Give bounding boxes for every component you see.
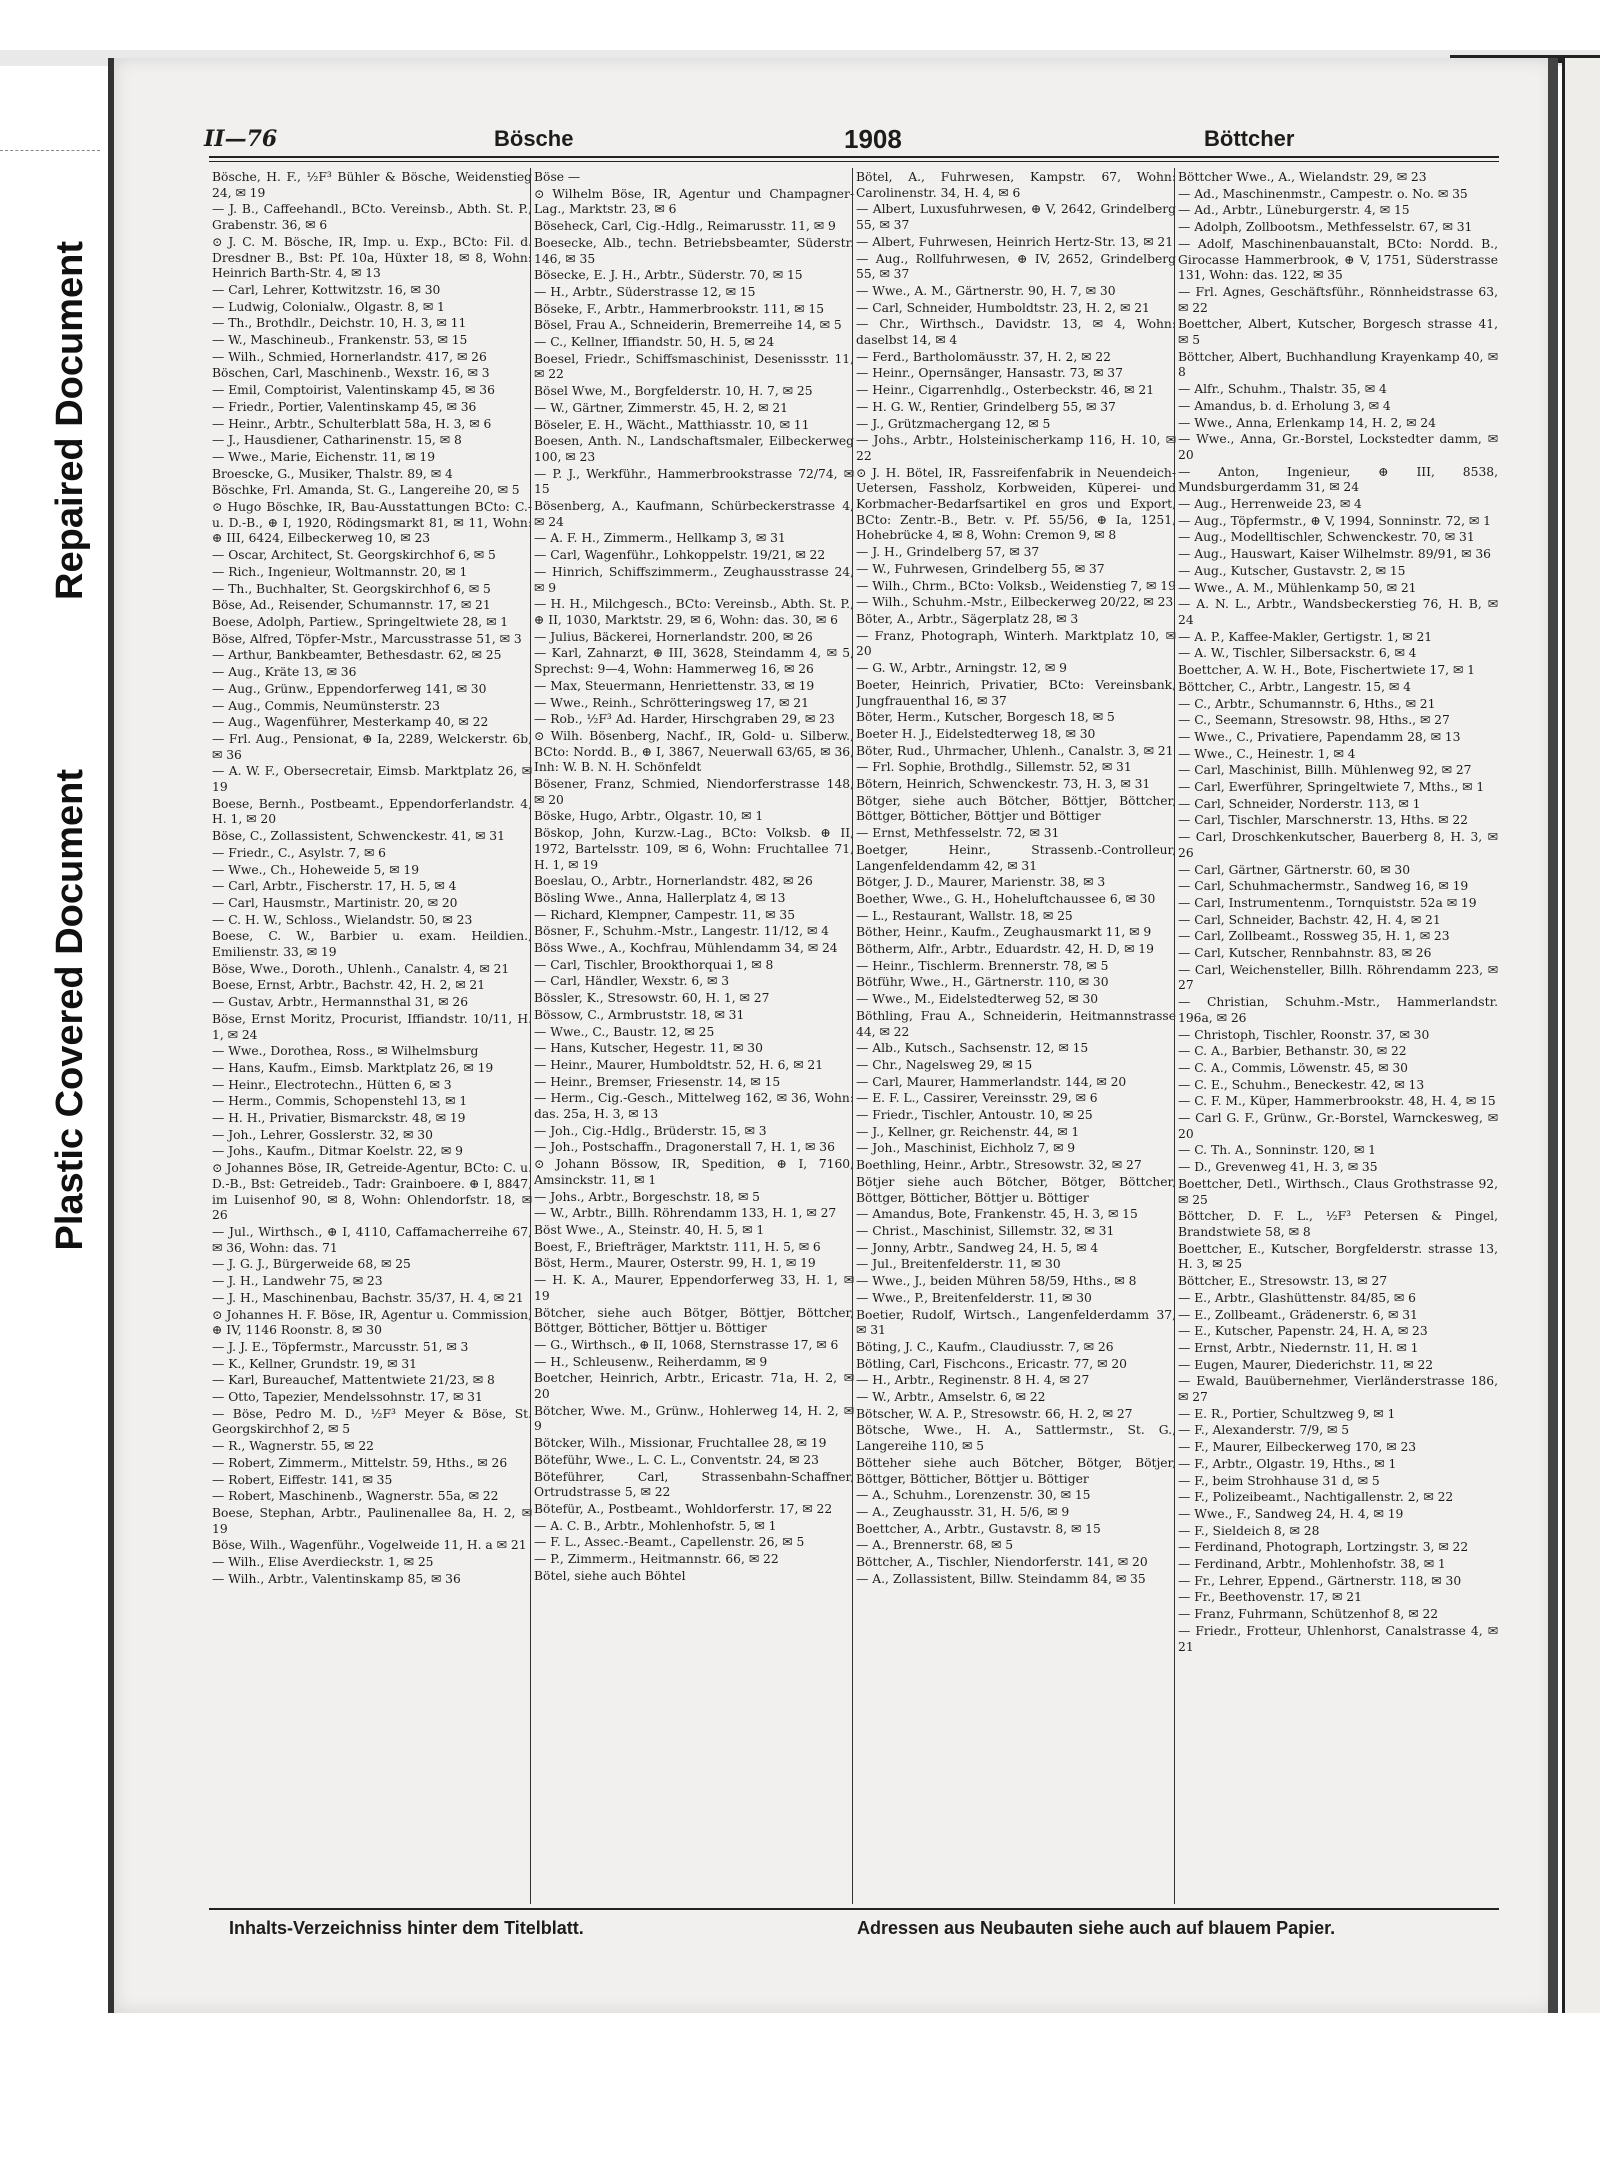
directory-entry: — Chr., Wirthsch., Davidstr. 13, ✉ 4, Wohn: daselbst 14, ✉ 4: [856, 317, 1176, 348]
directory-entry: — Wwe., A. M., Mühlenkamp 50, ✉ 21: [1178, 580, 1417, 595]
directory-entry: — J. H., Landwehr 75, ✉ 23: [212, 1274, 383, 1289]
directory-entry: Böse, Wwe., Doroth., Uhlenh., Canalstr. 4, ✉ 21: [212, 961, 510, 976]
directory-entry: ⊙ J. H. Bötel, IR, Fassreifenfabrik in Neuendeich-Uetersen, Fassholz, Korbweiden, Küperei- und Korbmacher-Bedarfsartikel en gros und Export, BCto: Zentr.-B., Betr. v. Pf. 55/56, ⊕ Ia, 1251, Hohebrücke 4, ✉ 8, Wohn: Cremon 9, ✉ 8: [856, 465, 1176, 543]
directory-entry: Broescke, G., Musiker, Thalstr. 89, ✉ 4: [212, 466, 453, 481]
directory-entry: Bötcher, siehe auch Bötger, Böttjer, Böttcher, Böttger, Bötticher, Böttjer u. Böttiger: [534, 1305, 854, 1336]
directory-entry: — Wilh., Chrm., BCto: Volksb., Weidenstieg 7, ✉ 19: [856, 578, 1176, 593]
directory-entry: — A., Zollassistent, Billw. Steindamm 84, ✉ 35: [856, 1571, 1146, 1586]
directory-entry: — Carl, Hausmstr., Martinistr. 20, ✉ 20: [212, 895, 458, 910]
directory-entry: Bössow, C., Armbruststr. 18, ✉ 31: [534, 1007, 745, 1022]
directory-entry: — Ludwig, Colonialw., Olgastr. 8, ✉ 1: [212, 299, 445, 314]
directory-entry: — C. H. W., Schloss., Wielandstr. 50, ✉ 23: [212, 912, 473, 927]
directory-entry: Böse, Ernst Moritz, Procurist, Iffiandstr. 10/11, H. 1, ✉ 24: [212, 1011, 532, 1042]
directory-entry: — Heinr., Arbtr., Schulterblatt 58a, H. 3, ✉ 6: [212, 416, 492, 431]
directory-entry: — G. W., Arbtr., Arningstr. 12, ✉ 9: [856, 661, 1067, 676]
directory-entry: Boettcher, A., Arbtr., Gustavstr. 8, ✉ 15: [856, 1521, 1101, 1536]
directory-entry: Bösner, F., Schuhm.-Mstr., Langestr. 11/12, ✉ 4: [534, 924, 829, 939]
directory-entry: Bötteher siehe auch Bötcher, Bötger, Bötjer, Böttger, Bötticher, Böttjer u. Böttiger: [856, 1455, 1176, 1486]
directory-entry: — Carl, Händler, Wexstr. 6, ✉ 3: [534, 974, 730, 989]
column-4: [1178, 170, 1498, 1902]
directory-entry: — H., Arbtr., Süderstrasse 12, ✉ 15: [534, 284, 756, 299]
directory-entry: — Carl, Tischler, Brookthorquai 1, ✉ 8: [534, 957, 774, 972]
directory-entry: — Wwe., M., Eidelstedterweg 52, ✉ 30: [856, 992, 1099, 1007]
directory-entry: Bösel, Frau A., Schneiderin, Bremerreihe 14, ✉ 5: [534, 318, 842, 333]
directory-entry: — Anton, Ingenieur, ⊕ III, 8538, Mundsburgerdamm 31, ✉ 24: [1178, 464, 1498, 495]
directory-entry: — Johs., Arbtr., Holsteinischerkamp 116, H. 10, ✉ 22: [856, 433, 1176, 463]
page-footer: [209, 1908, 1499, 1938]
directory-entry: Bösener, Franz, Schmied, Niendorferstrasse 148, ✉ 20: [534, 777, 854, 807]
directory-entry: — P. J., Werkführ., Hammerbrookstrasse 72/74, ✉ 15: [534, 466, 854, 497]
directory-entry: — C. A., Commis, Löwenstr. 45, ✉ 30: [1178, 1060, 1409, 1075]
directory-entry: — Carl, Kutscher, Rennbahnstr. 83, ✉ 26: [1178, 946, 1432, 961]
directory-entry: Boeter H. J., Eidelstedterweg 18, ✉ 30: [856, 726, 1096, 741]
directory-entry: Boeter, Heinrich, Privatier, BCto: Vereinsbank, Jungfrauenthal 16, ✉ 37: [856, 677, 1176, 708]
directory-entry: — Carl, Instrumentenm., Tornquiststr. 52a ✉ 19: [1178, 895, 1477, 910]
directory-entry: Bössler, K., Stresowstr. 60, H. 1, ✉ 27: [534, 991, 770, 1006]
column-3: [856, 170, 1176, 1902]
directory-entry: — Christian, Schuhm.-Mstr., Hammerlandstr. 196a, ✉ 26: [1178, 995, 1498, 1025]
directory-entry: — Carl, Gärtner, Gärtnerstr. 60, ✉ 30: [1178, 862, 1411, 877]
directory-entry: — Richard, Klempner, Campestr. 11, ✉ 35: [534, 907, 796, 922]
directory-entry: — Alfr., Schuhm., Thalstr. 35, ✉ 4: [1178, 382, 1387, 397]
plastic-covered-label: Plastic Covered Document: [48, 769, 91, 1251]
directory-entry: — Friedr., C., Asylstr. 7, ✉ 6: [212, 845, 386, 860]
directory-entry: — Heinr., Maurer, Humboldtstr. 52, H. 6, ✉ 21: [534, 1057, 824, 1072]
directory-entry: — Johs., Arbtr., Borgeschstr. 18, ✉ 5: [534, 1189, 761, 1204]
directory-entry: — Carl, Tischler, Marschnerstr. 13, Hths. ✉ 22: [1178, 813, 1469, 828]
directory-entry: — Fr., Lehrer, Eppend., Gärtnerstr. 118, ✉ 30: [1178, 1573, 1462, 1588]
directory-entry: — Wwe., P., Breitenfelderstr. 11, ✉ 30: [856, 1290, 1092, 1305]
directory-entry: — Aug., Wagenführer, Mesterkamp 40, ✉ 22: [212, 715, 489, 730]
directory-entry: Böter, A., Arbtr., Sägerplatz 28, ✉ 3: [856, 611, 1079, 626]
page-gutter: [1548, 58, 1558, 2013]
column-2: [534, 170, 854, 1902]
directory-entry: — Carl, Wagenführ., Lohkoppelstr. 19/21, ✉ 22: [534, 548, 826, 563]
directory-entry: — Carl, Schneider, Humboldtstr. 23, H. 2, ✉ 21: [856, 300, 1150, 315]
directory-entry: — Amandus, Bote, Frankenstr. 45, H. 3, ✉ 15: [856, 1207, 1138, 1222]
next-page-edge: [1562, 58, 1600, 2013]
directory-entry: — Gustav, Arbtr., Hermannsthal 31, ✉ 26: [212, 995, 469, 1010]
directory-entry: — K., Kellner, Grundstr. 19, ✉ 31: [212, 1356, 417, 1371]
directory-entry: Boese, C. W., Barbier u. exam. Heildien., Emilienstr. 33, ✉ 19: [212, 929, 532, 960]
directory-entry: — Jul., Breitenfelderstr. 11, ✉ 30: [856, 1257, 1061, 1272]
directory-entry: Böskop, John, Kurzw.-Lag., BCto: Volksb. ⊕ II, 1972, Bartelsstr. 109, ✉ 6, Wohn: Fruchtallee 71, H. 1, ✉ 19: [534, 826, 854, 872]
directory-entry: — Johs., Kaufm., Ditmar Koelstr. 22, ✉ 9: [212, 1144, 463, 1159]
directory-entry: Böse, Ad., Reisender, Schumannstr. 17, ✉ 21: [212, 598, 491, 613]
directory-entry: Böting, J. C., Kaufm., Claudiusstr. 7, ✉ 26: [856, 1339, 1114, 1354]
directory-entry: — Aug., Kutscher, Gustavstr. 2, ✉ 15: [1178, 563, 1406, 578]
directory-entry: — J., Hausdiener, Catharinenstr. 15, ✉ 8: [212, 433, 462, 448]
directory-entry: Bötcher, Wwe. M., Grünw., Hohlerweg 14, H. 2, ✉ 9: [534, 1403, 854, 1434]
directory-entry: — F., beim Strohhause 31 d, ✉ 5: [1178, 1473, 1380, 1488]
directory-entry: — W., Fuhrwesen, Grindelberg 55, ✉ 37: [856, 561, 1105, 576]
directory-entry: — Carl, Schuhmachermstr., Sandweg 16, ✉ 19: [1178, 879, 1469, 894]
directory-entry: Bötel, siehe auch Böhtel: [534, 1568, 686, 1583]
directory-entry: Böttcher, C., Arbtr., Langestr. 15, ✉ 4: [1178, 679, 1411, 694]
directory-entry: — Wwe., C., Baustr. 12, ✉ 25: [534, 1024, 715, 1039]
directory-entry: — Heinr., Opernsänger, Hansastr. 73, ✉ 37: [856, 366, 1123, 381]
directory-entry: Böter, Herm., Kutscher, Borgesch 18, ✉ 5: [856, 710, 1115, 725]
directory-entry: — Christ., Maschinist, Sillemstr. 32, ✉ 31: [856, 1224, 1115, 1238]
directory-entry: — Wwe., A. M., Gärtnerstr. 90, H. 7, ✉ 30: [856, 283, 1116, 298]
directory-entry: — Karl, Zahnarzt, ⊕ III, 3628, Steindamm 4, ✉ 5, Sprechst: 9—4, Wohn: Hammerweg 16, ✉ 26: [534, 646, 854, 677]
directory-entry: Boettcher, E., Kutscher, Borgfelderstr. strasse 13, H. 3, ✉ 25: [1178, 1241, 1498, 1272]
directory-entry: — F., Alexanderstr. 7/9, ✉ 5: [1178, 1423, 1350, 1438]
directory-entry: — Arthur, Bankbeamter, Bethesdastr. 62, ✉ 25: [212, 648, 502, 663]
header-rule-thin: [209, 161, 1499, 162]
directory-entry: Böttcher, D. F. L., ½F³ Petersen & Pingel, Brandstwiete 58, ✉ 8: [1178, 1209, 1498, 1239]
directory-entry: — Wwe., F., Sandweg 24, H. 4, ✉ 19: [1178, 1506, 1404, 1521]
directory-entry: — Carl, Maurer, Hammerlandstr. 144, ✉ 20: [856, 1074, 1127, 1089]
directory-entry: Boeslau, O., Arbtr., Hornerlandstr. 482, ✉ 26: [534, 874, 813, 889]
directory-entry: Bötcker, Wilh., Missionar, Fruchtallee 28, ✉ 19: [534, 1436, 827, 1451]
directory-entry: — Carl, Lehrer, Kottwitzstr. 16, ✉ 30: [212, 282, 441, 297]
directory-entry: Böseheck, Carl, Cig.-Hdlg., Reimarusstr. 11, ✉ 9: [534, 219, 836, 234]
directory-entry: — W., Maschineub., Frankenstr. 53, ✉ 15: [212, 333, 468, 348]
directory-entry: — A. W., Tischler, Silbersackstr. 6, ✉ 4: [1178, 646, 1417, 661]
column-divider: [530, 168, 531, 1904]
directory-entry: — Carl, Arbtr., Fischerstr. 17, H. 5, ✉ 4: [212, 879, 457, 894]
directory-entry: — Robert, Zimmerm., Mittelstr. 59, Hths., ✉ 26: [212, 1455, 508, 1470]
directory-entry: — Herm., Commis, Schopenstehl 13, ✉ 1: [212, 1094, 468, 1109]
directory-entry: Boettcher, Albert, Kutscher, Borgesch strasse 41, ✉ 5: [1178, 317, 1498, 348]
directory-entry: Boesel, Friedr., Schiffsmaschinist, Desenissstr. 11, ✉ 22: [534, 351, 854, 382]
header-last-entry: Böttcher: [1204, 126, 1295, 151]
directory-entry: — Wilh., Schuhm.-Mstr., Eilbeckerweg 20/22, ✉ 23: [856, 595, 1174, 610]
directory-entry: Böteführ, Wwe., L. C. L., Conventstr. 24, ✉ 23: [534, 1452, 819, 1467]
directory-entry: Bösenberg, A., Kaufmann, Schürbeckerstrasse 4, ✉ 24: [534, 499, 854, 529]
directory-entry: — Ferdinand, Arbtr., Mohlenhofstr. 38, ✉ 1: [1178, 1557, 1446, 1572]
directory-entry: — Aug., Grünw., Eppendorferweg 141, ✉ 30: [212, 681, 487, 696]
directory-entry: — W., Arbtr., Amselstr. 6, ✉ 22: [856, 1390, 1046, 1405]
directory-entry: — L., Restaurant, Wallstr. 18, ✉ 25: [856, 908, 1073, 923]
directory-entry: Boese, Stephan, Arbtr., Paulinenallee 8a, H. 2, ✉ 19: [212, 1505, 532, 1536]
directory-entry: — Oscar, Architect, St. Georgskirchhof 6, ✉ 5: [212, 548, 496, 563]
directory-entry: — Wwe., Anna, Erlenkamp 14, H. 2, ✉ 24: [1178, 415, 1436, 430]
directory-entry: Bötjer siehe auch Bötcher, Bötger, Böttcher, Böttger, Bötticher, Böttjer u. Böttiger: [856, 1174, 1176, 1205]
directory-entry: — E. F. L., Cassirer, Vereinsstr. 29, ✉ 6: [856, 1091, 1098, 1106]
directory-entry: Bösche, H. F., ½F³ Bühler & Bösche, Weidenstieg 24, ✉ 19: [212, 170, 532, 200]
directory-entry: Boether, Wwe., G. H., Hoheluftchaussee 6, ✉ 30: [856, 891, 1156, 906]
directory-entry: — Carl, Schneider, Bachstr. 42, H. 4, ✉ 21: [1178, 912, 1441, 927]
directory-entry: — A. F. H., Zimmerm., Hellkamp 3, ✉ 31: [534, 531, 786, 546]
directory-entry: Bötern, Heinrich, Schwenckestr. 73, H. 3, ✉ 31: [856, 777, 1151, 792]
directory-entry: — Ad., Arbtr., Lüneburgerstr. 4, ✉ 15: [1178, 203, 1410, 218]
directory-entry: ⊙ Johannes Böse, IR, Getreide-Agentur, BCto: C. u. D.-B., Bst: Getreideb., Tadr: Grainboere. ⊕ I, 8847, im Luisenhof 90, ✉ 8, Wohn: Ohlendorfstr. 18, ✉ 26: [212, 1161, 532, 1223]
directory-entry: — F., Arbtr., Olgastr. 19, Hths., ✉ 1: [1178, 1456, 1397, 1471]
directory-page: [108, 58, 1554, 2013]
directory-entry: — Wwe., C., Heinestr. 1, ✉ 4: [1178, 746, 1356, 761]
directory-entry: — Joh., Cig.-Hdlg., Brüderstr. 15, ✉ 3: [534, 1123, 767, 1138]
directory-entry: — Emil, Comptoirist, Valentinskamp 45, ✉ 36: [212, 383, 495, 398]
directory-entry: Böst Wwe., A., Steinstr. 40, H. 5, ✉ 1: [534, 1223, 765, 1237]
directory-entry: — C. F. M., Küper, Hammerbrookstr. 48, H. 4, ✉ 15: [1178, 1094, 1496, 1109]
directory-entry: — Heinr., Tischlerm. Brennerstr. 78, ✉ 5: [856, 958, 1109, 973]
directory-entry: Böter, Rud., Uhrmacher, Uhlenh., Canalstr. 3, ✉ 21: [856, 743, 1174, 758]
directory-entry: Boettcher, Detl., Wirthsch., Claus Grothstrasse 92, ✉ 25: [1178, 1176, 1498, 1207]
directory-entry: ⊙ J. C. M. Bösche, IR, Imp. u. Exp., BCto: Fil. d. Dresdner B., Bst: Pf. 10a, Hüxter 18, ✉ 8, Wohn: Heinrich Barth-Str. 4, ✉ 13: [212, 234, 532, 281]
directory-entry: — D., Grevenweg 41, H. 3, ✉ 35: [1178, 1160, 1378, 1175]
directory-entry: — Ferd., Bartholomäusstr. 37, H. 2, ✉ 22: [856, 349, 1111, 364]
directory-entry: Böther, Heinr., Kaufm., Zeughausmarkt 11, ✉ 9: [856, 925, 1152, 940]
directory-entry: — Carl, Zollbeamt., Rossweg 35, H. 1, ✉ 23: [1178, 929, 1450, 944]
directory-entry: Bötführ, Wwe., H., Gärtnerstr. 110, ✉ 30: [856, 975, 1109, 990]
directory-entry: — Aug., Herrenweide 23, ✉ 4: [1178, 497, 1362, 512]
directory-entry: Böteführer, Carl, Strassenbahn-Schaffner, Ortrudstrasse 5, ✉ 22: [534, 1469, 854, 1500]
column-divider: [852, 168, 853, 1904]
directory-entry: — A. P., Kaffee-Makler, Gertigstr. 1, ✉ 21: [1178, 629, 1433, 644]
directory-entry: Bötsche, Wwe., H. A., Sattlermstr., St. G., Langereihe 110, ✉ 5: [856, 1423, 1176, 1454]
directory-entry: — A., Zeughausstr. 31, H. 5/6, ✉ 9: [856, 1504, 1070, 1519]
directory-entry: — Frl. Sophie, Brothdlg., Sillemstr. 52, ✉ 31: [856, 760, 1132, 775]
directory-entry: — J. G. J., Bürgerweide 68, ✉ 25: [212, 1257, 411, 1272]
directory-entry: Bötling, Carl, Fischcons., Ericastr. 77, ✉ 20: [856, 1356, 1127, 1371]
directory-entry: Boese, Bernh., Postbeamt., Eppendorferlandstr. 4, H. 1, ✉ 20: [212, 796, 532, 827]
directory-entry: — Ad., Maschinenmstr., Campestr. o. No. ✉ 35: [1178, 186, 1468, 201]
directory-entry: — Eugen, Maurer, Diederichstr. 11, ✉ 22: [1178, 1357, 1434, 1372]
directory-entry: — F. L., Assec.-Beamt., Capellenstr. 26, ✉ 5: [534, 1535, 805, 1550]
directory-entry: — W., Gärtner, Zimmerstr. 45, H. 2, ✉ 21: [534, 400, 788, 415]
directory-entry: — A. N. L., Arbtr., Wandsbeckerstieg 76, H. B, ✉ 24: [1178, 597, 1498, 627]
directory-entry: Böss Wwe., A., Kochfrau, Mühlendamm 34, ✉ 24: [534, 941, 838, 956]
directory-entry: — Wwe., Anna, Gr.-Borstel, Lockstedter damm, ✉ 20: [1178, 432, 1498, 462]
directory-entry: Böthling, Frau A., Schneiderin, Heitmannstrasse 44, ✉ 22: [856, 1008, 1176, 1039]
directory-entry: — E., Arbtr., Glashüttenstr. 84/85, ✉ 6: [1178, 1290, 1416, 1305]
directory-entry: Boethling, Heinr., Arbtr., Stresowstr. 32, ✉ 27: [856, 1158, 1142, 1173]
directory-entry: Böseke, F., Arbtr., Hammerbrookstr. 111, ✉ 15: [534, 301, 825, 316]
directory-entry: — J. J. E., Töpfermstr., Marcusstr. 51, ✉ 3: [212, 1339, 469, 1354]
directory-entry: — F., Sieldeich 8, ✉ 28: [1178, 1523, 1320, 1538]
directory-entry: — Albert, Fuhrwesen, Heinrich Hertz-Str. 13, ✉ 21: [856, 234, 1174, 249]
directory-entry: Böse, Wilh., Wagenführ., Vogelweide 11, H. a ✉ 21: [212, 1538, 527, 1553]
directory-entry: — F., Maurer, Eilbeckerweg 170, ✉ 23: [1178, 1440, 1417, 1455]
directory-entry: — Adolf, Maschinenbauanstalt, BCto: Nordd. B., Girocasse Hammerbrook, ⊕ V, 1751, Süderstrasse 131, Wohn: das. 122, ✉ 35: [1178, 236, 1498, 283]
directory-entry: — Rob., ½F³ Ad. Harder, Hirschgraben 29, ✉ 23: [534, 712, 835, 727]
directory-entry: — Otto, Tapezier, Mendelssohnstr. 17, ✉ 31: [212, 1390, 483, 1405]
directory-entry: — Julius, Bäckerei, Hornerlandstr. 200, ✉ 26: [534, 629, 813, 644]
directory-entry: — Böse, Pedro M. D., ½F³ Meyer & Böse, St. Georgskirchhof 2, ✉ 5: [212, 1406, 532, 1437]
directory-entry: Boest, F., Briefträger, Marktstr. 111, H. 5, ✉ 6: [534, 1239, 821, 1254]
directory-entry: — Friedr., Frotteur, Uhlenhorst, Canalstrasse 4, ✉ 21: [1178, 1623, 1498, 1654]
header-first-entry: Bösche: [494, 126, 574, 151]
directory-entry: — E. R., Portier, Schultzweg 9, ✉ 1: [1178, 1406, 1396, 1421]
directory-entry: Boesen, Anth. N., Landschaftsmaler, Eilbeckerweg 100, ✉ 23: [534, 434, 854, 464]
header-year: 1908: [844, 124, 902, 154]
directory-entry: — C. A., Barbier, Bethanstr. 30, ✉ 22: [1178, 1044, 1407, 1059]
directory-entry: — A., Schuhm., Lorenzenstr. 30, ✉ 15: [856, 1488, 1091, 1503]
directory-entry: Bösecke, E. J. H., Arbtr., Süderstr. 70, ✉ 15: [534, 268, 803, 283]
directory-entry: Böttcher, Albert, Buchhandlung Krayenkamp 40, ✉ 8: [1178, 349, 1498, 380]
directory-entry: ⊙ Johannes H. F. Böse, IR, Agentur u. Commission, ⊕ IV, 1146 Roonstr. 8, ✉ 30: [212, 1307, 532, 1338]
directory-entry: — Wilh., Arbtr., Valentinskamp 85, ✉ 36: [212, 1571, 461, 1586]
directory-entry: — Jonny, Arbtr., Sandweg 24, H. 5, ✉ 4: [856, 1240, 1099, 1255]
directory-entry: — Th., Buchhalter, St. Georgskirchhof 6, ✉ 5: [212, 581, 491, 596]
page-header: [204, 118, 1494, 152]
directory-entry: — E., Zollbeamt., Grädenerstr. 6, ✉ 31: [1178, 1307, 1418, 1322]
directory-entry: — Th., Brothdlr., Deichstr. 10, H. 3, ✉ 11: [212, 316, 467, 331]
directory-entry: Bötherm, Alfr., Arbtr., Eduardstr. 42, H. D, ✉ 19: [856, 942, 1154, 957]
directory-entry: Bötel, A., Fuhrwesen, Kampstr. 67, Wohn: Carolinenstr. 34, H. 4, ✉ 6: [856, 170, 1176, 200]
directory-entry: Boese, Adolph, Partiew., Springeltwiete 28, ✉ 1: [212, 614, 509, 629]
footer-note-right: Adressen aus Neubauten siehe auch auf blauem Papier.: [857, 1918, 1336, 1938]
directory-entry: — Heinr., Cigarrenhdlg., Osterbeckstr. 46, ✉ 21: [856, 383, 1155, 398]
directory-entry: — Ernst, Methfesselstr. 72, ✉ 31: [856, 826, 1060, 841]
directory-entry: — Chr., Nagelsweg 29, ✉ 15: [856, 1057, 1033, 1072]
directory-entry: — C. Th. A., Sonninstr. 120, ✉ 1: [1178, 1143, 1376, 1158]
directory-entry: ⊙ Wilhelm Böse, IR, Agentur und Champagner-Lag., Marktstr. 23, ✉ 6: [534, 186, 854, 217]
directory-entry: Boesecke, Alb., techn. Betriebsbeamter, Süderstr. 146, ✉ 35: [534, 235, 854, 266]
directory-entry: — Frl. Aug., Pensionat, ⊕ Ia, 2289, Welckerstr. 6b, ✉ 36: [212, 731, 532, 762]
directory-entry: — Wilh., Schmied, Hornerlandstr. 417, ✉ 26: [212, 349, 487, 364]
directory-entry: Bötscher, W. A. P., Stresowstr. 66, H. 2, ✉ 27: [856, 1406, 1133, 1421]
directory-entry: — Wwe., C., Privatiere, Papendamm 28, ✉ 13: [1178, 729, 1461, 744]
directory-entry: — Franz, Photograph, Winterh. Marktplatz 10, ✉ 20: [856, 628, 1176, 659]
directory-entry: — Adolph, Zollbootsm., Methfesselstr. 67, ✉ 31: [1178, 220, 1473, 235]
directory-entry: — Jul., Wirthsch., ⊕ I, 4110, Caffamacherreihe 67, ✉ 36, Wohn: das. 71: [212, 1225, 532, 1255]
directory-entry: — Friedr., Portier, Valentinskamp 45, ✉ 36: [212, 399, 477, 414]
directory-entry: — Karl, Bureauchef, Mattentwiete 21/23, ✉ 8: [212, 1373, 495, 1388]
directory-entry: — Max, Steuermann, Henriettenstr. 33, ✉ 19: [534, 678, 815, 693]
directory-entry: — P., Zimmerm., Heitmannstr. 66, ✉ 22: [534, 1552, 779, 1567]
directory-entry: — J., Kellner, gr. Reichenstr. 44, ✉ 1: [856, 1124, 1080, 1139]
page-number: II—76: [204, 126, 278, 152]
directory-entry: — Friedr., Tischler, Antoustr. 10, ✉ 25: [856, 1108, 1093, 1123]
directory-entry: — H., Arbtr., Reginenstr. 8 H. 4, ✉ 27: [856, 1373, 1090, 1388]
directory-entry: ⊙ Wilh. Bösenberg, Nachf., IR, Gold- u. Silberw., BCto: Nordd. B., ⊕ I, 3867, Neuerwall 63/65, ✉ 36, Inh: W. B. N. H. Schönfeldt: [534, 728, 854, 775]
directory-entry: — Hans, Kutscher, Hegestr. 11, ✉ 30: [534, 1041, 763, 1056]
directory-entry: — A. W. F., Obersecretair, Eimsb. Marktplatz 26, ✉ 19: [212, 764, 532, 795]
directory-entry: — H., Schleusenw., Reiherdamm, ✉ 9: [534, 1354, 768, 1369]
directory-entry: — Aug., Commis, Neumünsterstr. 23: [212, 698, 440, 713]
directory-entry: Böske, Hugo, Arbtr., Olgastr. 10, ✉ 1: [534, 809, 764, 824]
directory-entry: — C., Arbtr., Schumannstr. 6, Hths., ✉ 21: [1178, 696, 1436, 711]
directory-entry: — E., Kutscher, Papenstr. 24, H. A, ✉ 23: [1178, 1324, 1428, 1339]
directory-entry: — Fr., Beethovenstr. 17, ✉ 21: [1178, 1590, 1362, 1605]
directory-entry: — Heinr., Bremser, Friesenstr. 14, ✉ 15: [534, 1074, 781, 1089]
directory-entry: — C. E., Schuhm., Beneckestr. 42, ✉ 13: [1178, 1077, 1425, 1092]
directory-entry: Böse, C., Zollassistent, Schwenckestr. 41, ✉ 31: [212, 829, 505, 844]
directory-entry: — W., Arbtr., Billh. Röhrendamm 133, H. 1, ✉ 27: [534, 1206, 837, 1221]
directory-entry: Böttcher, E., Stresowstr. 13, ✉ 27: [1178, 1274, 1388, 1289]
directory-entry: — Ernst, Arbtr., Niedernstr. 11, H. ✉ 1: [1178, 1340, 1419, 1355]
directory-entry: — C., Seemann, Stresowstr. 98, Hths., ✉ 27: [1178, 713, 1450, 728]
directory-entry: Bösel Wwe, M., Borgfelderstr. 10, H. 7, ✉ 25: [534, 384, 813, 399]
directory-entry: — Wwe., J., beiden Mühren 58/59, Hths., ✉ 8: [856, 1274, 1137, 1289]
directory-entry: Bösling Wwe., Anna, Hallerplatz 4, ✉ 13: [534, 890, 786, 905]
directory-entry: — Frl. Agnes, Geschäftsführ., Rönnheidstrasse 63, ✉ 22: [1178, 284, 1498, 315]
directory-entry: — Rich., Ingenieur, Woltmannstr. 20, ✉ 1: [212, 564, 468, 579]
directory-entry: — H. H., Privatier, Bismarckstr. 48, ✉ 19: [212, 1111, 466, 1126]
repaired-label: Repaired Document: [48, 240, 91, 600]
directory-entry: Böttcher Wwe., A., Wielandstr. 29, ✉ 23: [1178, 170, 1427, 184]
directory-entry: Böse, Alfred, Töpfer-Mstr., Marcusstrasse 51, ✉ 3: [212, 631, 522, 646]
directory-entry: — Alb., Kutsch., Sachsenstr. 12, ✉ 15: [856, 1041, 1089, 1056]
directory-entry: — Joh., Lehrer, Gosslerstr. 32, ✉ 30: [212, 1127, 433, 1142]
header-rule: [209, 156, 1499, 158]
directory-entry: Böschke, Frl. Amanda, St. G., Langereihe 20, ✉ 5: [212, 483, 520, 498]
directory-entry: — H. H., Milchgesch., BCto: Vereinsb., Abth. St. P., ⊕ II, 1030, Marktstr. 29, ✉ 6, Wohn: das. 30, ✉ 6: [534, 597, 854, 627]
directory-entry: — Ferdinand, Photograph, Lortzingstr. 3, ✉ 22: [1178, 1540, 1469, 1555]
directory-entry: — Robert, Eiffestr. 141, ✉ 35: [212, 1472, 393, 1487]
directory-entry: — Wwe., Ch., Hoheweide 5, ✉ 19: [212, 862, 420, 877]
directory-entry: — Carl, Droschkenkutscher, Bauerberg 8, H. 3, ✉ 26: [1178, 830, 1498, 860]
directory-entry: — Aug., Kräte 13, ✉ 36: [212, 665, 357, 680]
directory-entry: — Amandus, b. d. Erholung 3, ✉ 4: [1178, 398, 1391, 413]
directory-entry: — Wwe., Reinh., Schrötteringsweg 17, ✉ 21: [534, 695, 809, 710]
directory-entry: — H. K. A., Maurer, Eppendorferweg 33, H. 1, ✉ 19: [534, 1273, 854, 1303]
directory-entry: — J. H., Grindelberg 57, ✉ 37: [856, 545, 1040, 560]
column-divider: [1174, 168, 1175, 1904]
directory-entry: Böseler, E. H., Wächt., Matthiasstr. 10, ✉ 11: [534, 417, 810, 432]
directory-entry: — A., Brennerstr. 68, ✉ 5: [856, 1538, 1014, 1553]
directory-entry: — Franz, Fuhrmann, Schützenhof 8, ✉ 22: [1178, 1607, 1439, 1622]
cut-guide-line: [0, 150, 100, 151]
directory-entry: — J., Grützmachergang 12, ✉ 5: [856, 416, 1051, 431]
directory-entry: — Ewald, Bauübernehmer, Vierländerstrasse 186, ✉ 27: [1178, 1374, 1498, 1405]
directory-entry: ⊙ Hugo Böschke, IR, Bau-Ausstattungen BCto: C.-u. D.-B., ⊕ I, 1920, Rödingsmarkt 81, ✉ 11, Wohn: ⊕ III, 6424, Eilbeckerweg 10, ✉ 23: [212, 500, 532, 546]
directory-entry: — Wilh., Elise Averdieckstr. 1, ✉ 25: [212, 1555, 434, 1570]
directory-entry: — Herm., Cig.-Gesch., Mittelweg 162, ✉ 36, Wohn: das. 25a, H. 3, ✉ 13: [534, 1091, 854, 1122]
directory-entry: — Carl G. F., Grünw., Gr.-Borstel, Warnckesweg, ✉ 20: [1178, 1111, 1498, 1141]
directory-entry: — Albert, Luxusfuhrwesen, ⊕ V, 2642, Grindelberg 55, ✉ 37: [856, 202, 1176, 233]
directory-entry: — Joh., Postschaffn., Dragonerstall 7, H. 1, ✉ 36: [534, 1140, 835, 1155]
directory-entry: Boetcher, Heinrich, Arbtr., Ericastr. 71a, H. 2, ✉ 20: [534, 1371, 854, 1402]
directory-entry: — Christoph, Tischler, Roonstr. 37, ✉ 30: [1178, 1027, 1430, 1042]
directory-entry: Böttcher, A., Tischler, Niendorferstr. 141, ✉ 20: [856, 1555, 1148, 1570]
directory-entry: Boetger, Heinr., Strassenb.-Controlleur, Langenfeldendamm 42, ✉ 31: [856, 842, 1176, 873]
directory-entry: — Heinr., Electrotechn., Hütten 6, ✉ 3: [212, 1077, 452, 1092]
directory-entry: — J. H., Maschinenbau, Bachstr. 35/37, H. 4, ✉ 21: [212, 1290, 524, 1305]
directory-entry: — R., Wagnerstr. 55, ✉ 22: [212, 1439, 374, 1454]
directory-entry: — Carl, Maschinist, Billh. Mühlenweg 92, ✉ 27: [1178, 763, 1472, 778]
directory-entry: ⊙ Johann Bössow, IR, Spedition, ⊕ I, 7160, Amsinckstr. 11, ✉ 1: [534, 1157, 854, 1187]
directory-entry: — Wwe., Marie, Eichenstr. 11, ✉ 19: [212, 449, 436, 464]
directory-entry: Böse —: [534, 170, 581, 184]
directory-entry: Bötger, siehe auch Bötcher, Böttjer, Böttcher, Böttger, Bötticher, Böttjer und Böttiger: [856, 793, 1176, 824]
directory-entry: — C., Kellner, Iffiandstr. 50, H. 5, ✉ 24: [534, 335, 775, 350]
directory-entry: — Carl, Ewerführer, Springeltwiete 7, Mths., ✉ 1: [1178, 780, 1485, 795]
directory-entry: — Joh., Maschinist, Eichholz 7, ✉ 9: [856, 1141, 1076, 1156]
directory-entry: Böst, Herm., Maurer, Osterstr. 99, H. 1, ✉ 19: [534, 1256, 816, 1271]
directory-entry: — Wwe., Dorothea, Ross., ✉ Wilhelmsburg: [212, 1044, 479, 1059]
directory-entry: — Carl, Schneider, Norderstr. 113, ✉ 1: [1178, 796, 1421, 811]
directory-entry: — G., Wirthsch., ⊕ II, 1068, Sternstrasse 17, ✉ 6: [534, 1337, 839, 1352]
directory-entry: — F., Polizeibeamt., Nachtigallenstr. 2, ✉ 22: [1178, 1490, 1454, 1505]
column-1: [212, 170, 532, 1902]
directory-entry: — J. B., Caffeehandl., BCto. Vereinsb., Abth. St. P., Grabenstr. 36, ✉ 6: [212, 202, 532, 233]
directory-entry: — Aug., Hauswart, Kaiser Wilhelmstr. 89/91, ✉ 36: [1178, 547, 1491, 562]
directory-entry: Bötefür, A., Postbeamt., Wohldorferstr. 17, ✉ 22: [534, 1501, 833, 1516]
directory-entry: — Robert, Maschinenb., Wagnerstr. 55a, ✉ 22: [212, 1489, 499, 1504]
directory-entry: Boese, Ernst, Arbtr., Bachstr. 42, H. 2, ✉ 21: [212, 978, 486, 993]
directory-entry: — H. G. W., Rentier, Grindelberg 55, ✉ 37: [856, 399, 1116, 414]
directory-entry: Boettcher, A. W. H., Bote, Fischertwiete 17, ✉ 1: [1178, 663, 1476, 678]
directory-entry: — Aug., Modelltischler, Schwenckestr. 70, ✉ 31: [1178, 530, 1475, 545]
directory-entry: Bötger, J. D., Maurer, Marienstr. 38, ✉ 3: [856, 875, 1106, 890]
directory-entry: — A. C. B., Arbtr., Mohlenhofstr. 5, ✉ 1: [534, 1518, 777, 1533]
directory-entry: — Aug., Töpfermstr., ⊕ V, 1994, Sonninstr. 72, ✉ 1: [1178, 513, 1491, 528]
directory-entry: — Carl, Weichensteller, Billh. Röhrendamm 223, ✉ 27: [1178, 962, 1498, 993]
directory-entry: — Hans, Kaufm., Eimsb. Marktplatz 26, ✉ 19: [212, 1060, 494, 1075]
directory-entry: — Aug., Rollfuhrwesen, ⊕ IV, 2652, Grindelberg 55, ✉ 37: [856, 251, 1176, 282]
directory-entry: Boetier, Rudolf, Wirtsch., Langenfelderdamm 37, ✉ 31: [856, 1307, 1176, 1338]
directory-entry: — Hinrich, Schiffszimmerm., Zeughausstrasse 24, ✉ 9: [534, 564, 854, 595]
directory-entry: Böschen, Carl, Maschinenb., Wexstr. 16, ✉ 3: [212, 366, 490, 381]
footer-note-left: Inhalts-Verzeichniss hinter dem Titelblatt.: [229, 1918, 584, 1938]
